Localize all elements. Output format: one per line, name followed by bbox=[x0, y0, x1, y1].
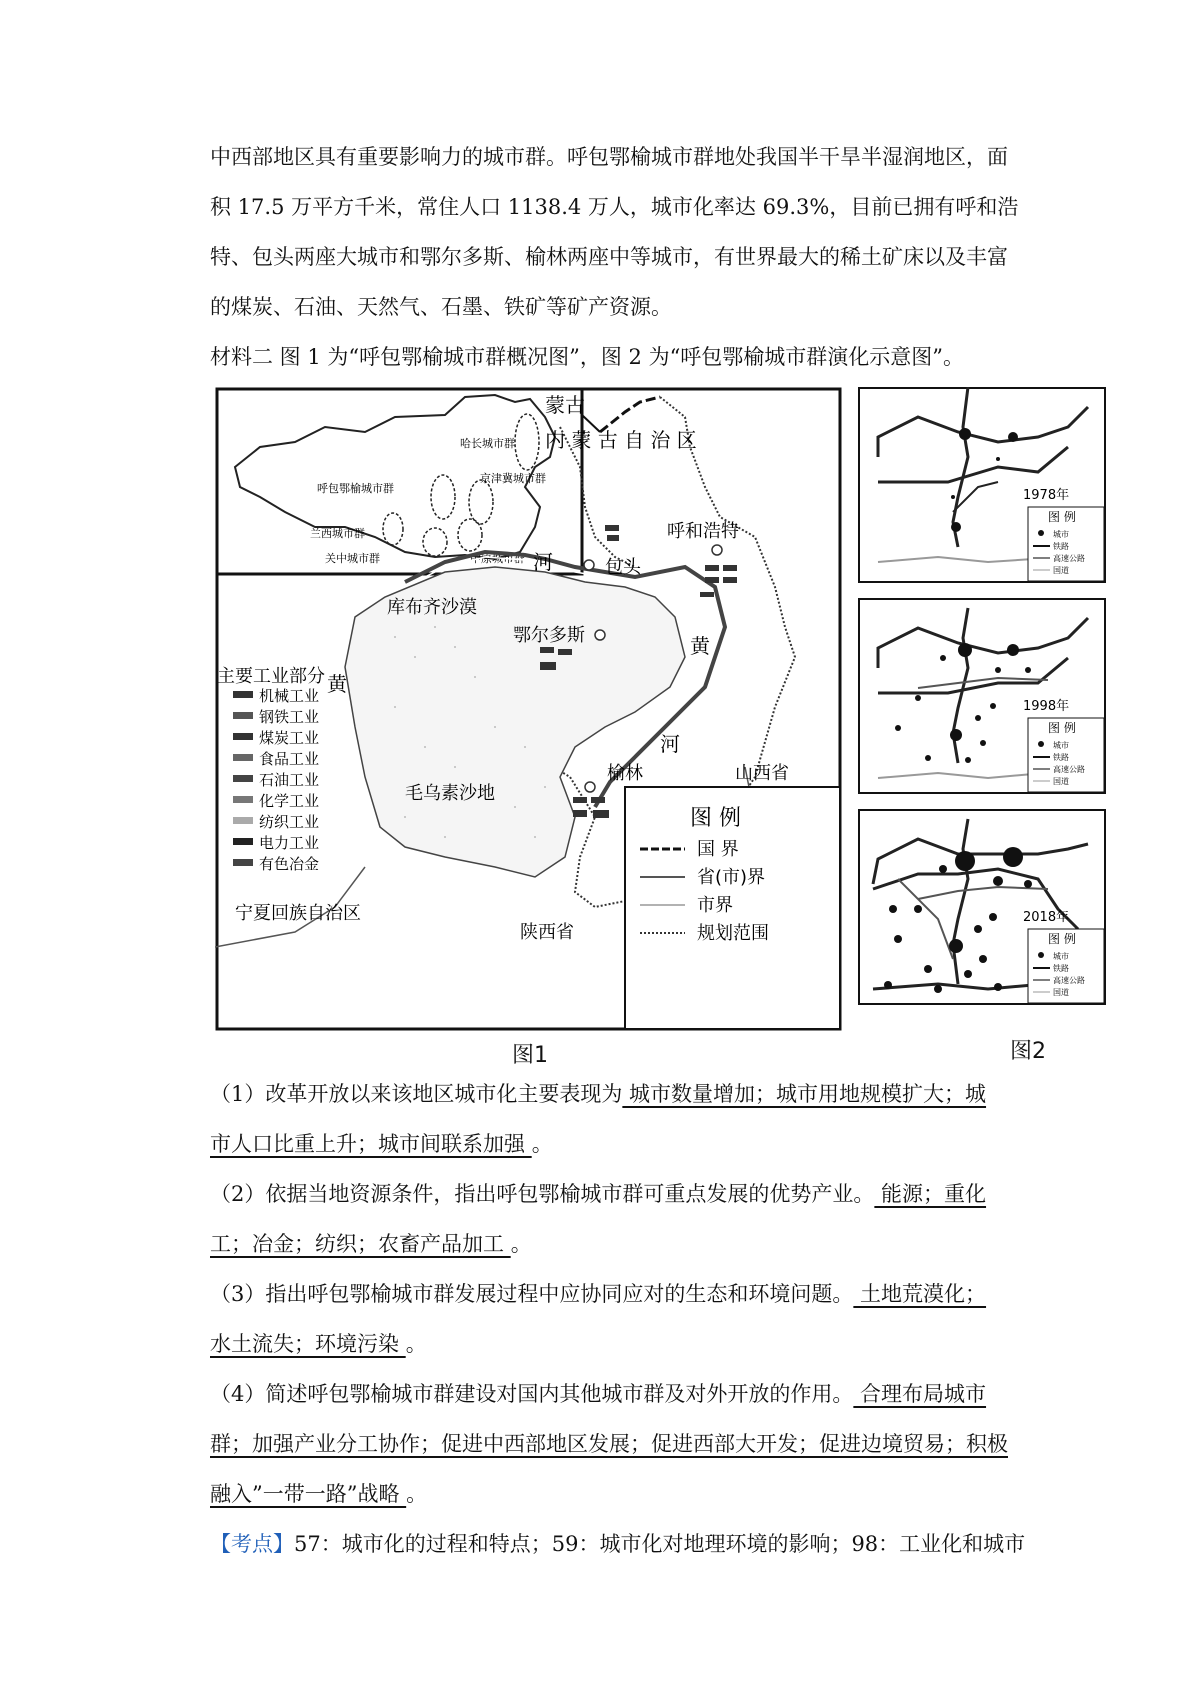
legend-item-provincial-border: 省(市)界 bbox=[697, 867, 766, 888]
question-3-line-2 bbox=[210, 1328, 427, 1358]
question-1-prefix: （1）改革开放以来该地区城市化主要表现为 bbox=[210, 1082, 623, 1106]
panel-legend-item: 国道 bbox=[1053, 566, 1069, 575]
industry-item: 食品工业 bbox=[259, 750, 320, 768]
question-2-line-1 bbox=[210, 1178, 986, 1208]
label-hohhot: 呼和浩特 bbox=[667, 521, 739, 542]
question-2-prefix: （2）依据当地资源条件，指出呼包鄂榆城市群可重点发展的优势产业。 bbox=[210, 1182, 875, 1206]
question-4-answer-part-2: 群；加强产业分工协作；促进中西部地区发展；促进西部大开发；促进边境贸易；积极 bbox=[210, 1432, 1008, 1456]
panel-year-2018: 2018年 bbox=[1023, 910, 1070, 925]
panel-legend-title: 图 例 bbox=[1048, 721, 1076, 735]
label-mu-us: 毛乌素沙地 bbox=[405, 783, 495, 804]
panel-legend-item: 国道 bbox=[1053, 988, 1069, 997]
panel-year-1998: 1998年 bbox=[1023, 699, 1070, 714]
question-1-line-1 bbox=[210, 1078, 986, 1108]
industry-item: 钢铁工业 bbox=[259, 708, 320, 726]
panel-legend-item: 城市 bbox=[1053, 952, 1069, 961]
inset-label-hachang: 哈长城市群 bbox=[460, 437, 515, 450]
label-shaanxi: 陕西省 bbox=[520, 922, 574, 943]
panel-year-1978: 1978年 bbox=[1023, 488, 1070, 503]
label-shanxi: 山西省 bbox=[735, 763, 789, 784]
panel-legend-title: 图 例 bbox=[1048, 510, 1076, 524]
panel-legend-item: 高速公路 bbox=[1053, 765, 1085, 774]
question-4-end: 。 bbox=[406, 1482, 428, 1506]
panel-legend-item: 城市 bbox=[1053, 741, 1069, 750]
yulin-marker bbox=[585, 782, 595, 792]
panel-legend-item: 高速公路 bbox=[1053, 976, 1085, 985]
question-4-line-2 bbox=[210, 1428, 1008, 1458]
kaodian-tag: 【考点】 bbox=[210, 1532, 294, 1556]
kaodian-line bbox=[210, 1528, 1025, 1558]
question-4-line-1 bbox=[210, 1378, 986, 1408]
intro-line-4: 的煤炭、石油、天然气、石墨、铁矿等矿产资源。 bbox=[210, 295, 672, 319]
industry-item: 纺织工业 bbox=[259, 813, 320, 831]
industry-item: 煤炭工业 bbox=[259, 729, 320, 747]
label-ningxia: 宁夏回族自治区 bbox=[235, 903, 361, 924]
panel-legend-item: 国道 bbox=[1053, 777, 1069, 786]
inset-label-hubaoeyu: 呼包鄂榆城市群 bbox=[317, 482, 394, 495]
baotou-marker bbox=[584, 560, 594, 570]
figure-2-panel-1978 bbox=[858, 387, 1106, 583]
panel-legend-item: 铁路 bbox=[1053, 542, 1069, 551]
question-1-end: 。 bbox=[531, 1132, 553, 1156]
panel-legend-item: 高速公路 bbox=[1053, 554, 1085, 563]
label-ordos: 鄂尔多斯 bbox=[513, 625, 585, 646]
label-river-he-2: 河 bbox=[660, 732, 680, 756]
figure-2-caption: 图2 bbox=[1010, 1039, 1046, 1064]
figure-1-map bbox=[215, 387, 842, 1035]
material-two-line: 材料二 图 1 为“呼包鄂榆城市群概况图”，图 2 为“呼包鄂榆城市群演化示意图”。 bbox=[210, 345, 965, 369]
question-1-answer-part-2: 市人口比重上升；城市间联系加强 bbox=[210, 1132, 532, 1156]
figure-1-caption: 图1 bbox=[512, 1043, 548, 1068]
label-yulin: 榆林 bbox=[607, 763, 643, 784]
panel-legend-title: 图 例 bbox=[1048, 932, 1076, 946]
kaodian-text: 57：城市化的过程和特点；59：城市化对地理环境的影响；98：工业化和城市 bbox=[294, 1532, 1026, 1556]
figure-2-panel-2018 bbox=[858, 809, 1106, 1005]
label-mongolia: 蒙古 bbox=[545, 393, 585, 417]
panel-legend-item: 城市 bbox=[1053, 530, 1069, 539]
legend-item-national-border: 国 界 bbox=[697, 839, 739, 860]
label-river-huang-2: 黄 bbox=[690, 634, 710, 658]
question-3-answer-part-1: 土地荒漠化； bbox=[853, 1282, 987, 1306]
industry-item: 石油工业 bbox=[259, 771, 320, 789]
industry-item: 化学工业 bbox=[259, 792, 320, 810]
industry-item: 有色冶金 bbox=[259, 855, 320, 873]
question-4-answer-part-1: 合理布局城市 bbox=[853, 1382, 987, 1406]
legend-item-planning-scope: 规划范围 bbox=[697, 923, 769, 944]
question-2-line-2 bbox=[210, 1228, 532, 1258]
ordos-marker bbox=[595, 630, 605, 640]
question-3-answer-part-2: 水土流失；环境污染 bbox=[210, 1332, 406, 1356]
label-inner-mongolia: 内 蒙 古 自 治 区 bbox=[545, 428, 697, 452]
hohhot-marker bbox=[712, 545, 722, 555]
figure-2-panel-1998 bbox=[858, 598, 1106, 794]
panel-legend-item: 铁路 bbox=[1053, 964, 1069, 973]
question-1-line-2 bbox=[210, 1128, 553, 1158]
question-2-end: 。 bbox=[510, 1232, 532, 1256]
question-1-answer-part-1: 城市数量增加；城市用地规模扩大；城 bbox=[622, 1082, 987, 1106]
intro-line-2: 积 17.5 万平方千米，常住人口 1138.4 万人，城市化率达 69.3%，目前已拥有呼和浩 bbox=[210, 195, 1019, 219]
industry-item: 机械工业 bbox=[259, 687, 320, 705]
inset-label-jingjinji: 京津冀城市群 bbox=[480, 472, 546, 485]
question-3-prefix: （3）指出呼包鄂榆城市群发展过程中应协同应对的生态和环境问题。 bbox=[210, 1282, 854, 1306]
label-river-he-1: 河 bbox=[533, 550, 553, 574]
question-2-answer-part-2: 工；冶金；纺织；农畜产品加工 bbox=[210, 1232, 511, 1256]
legend-item-city-border: 市界 bbox=[697, 895, 733, 916]
question-2-answer-part-1: 能源；重化 bbox=[874, 1182, 987, 1206]
label-river-huang-1: 黄 bbox=[327, 672, 347, 696]
question-3-end: 。 bbox=[405, 1332, 427, 1356]
question-4-line-3 bbox=[210, 1478, 427, 1508]
label-kubuqi: 库布齐沙漠 bbox=[387, 597, 477, 618]
industry-item: 电力工业 bbox=[259, 834, 320, 852]
inset-label-lanxi: 兰西城市群 bbox=[310, 527, 365, 540]
intro-line-1: 中西部地区具有重要影响力的城市群。呼包鄂榆城市群地处我国半干旱半湿润地区，面 bbox=[210, 145, 1008, 169]
inset-label-zhongyuan: 中原城市群 bbox=[470, 552, 525, 565]
question-3-line-1 bbox=[210, 1278, 986, 1308]
map-legend-title: 图 例 bbox=[690, 806, 741, 831]
panel-legend-item: 铁路 bbox=[1053, 753, 1069, 762]
question-4-answer-part-3: 融入”一带一路”战略 bbox=[210, 1482, 407, 1506]
question-4-prefix: （4）简述呼包鄂榆城市群建设对国内其他城市群及对外开放的作用。 bbox=[210, 1382, 854, 1406]
industry-legend-title: 主要工业部分 bbox=[217, 666, 325, 687]
label-baotou: 包头 bbox=[605, 557, 641, 578]
inset-label-guanzhong: 关中城市群 bbox=[325, 552, 380, 565]
intro-line-3: 特、包头两座大城市和鄂尔多斯、榆林两座中等城市，有世界最大的稀土矿床以及丰富 bbox=[210, 245, 1008, 269]
